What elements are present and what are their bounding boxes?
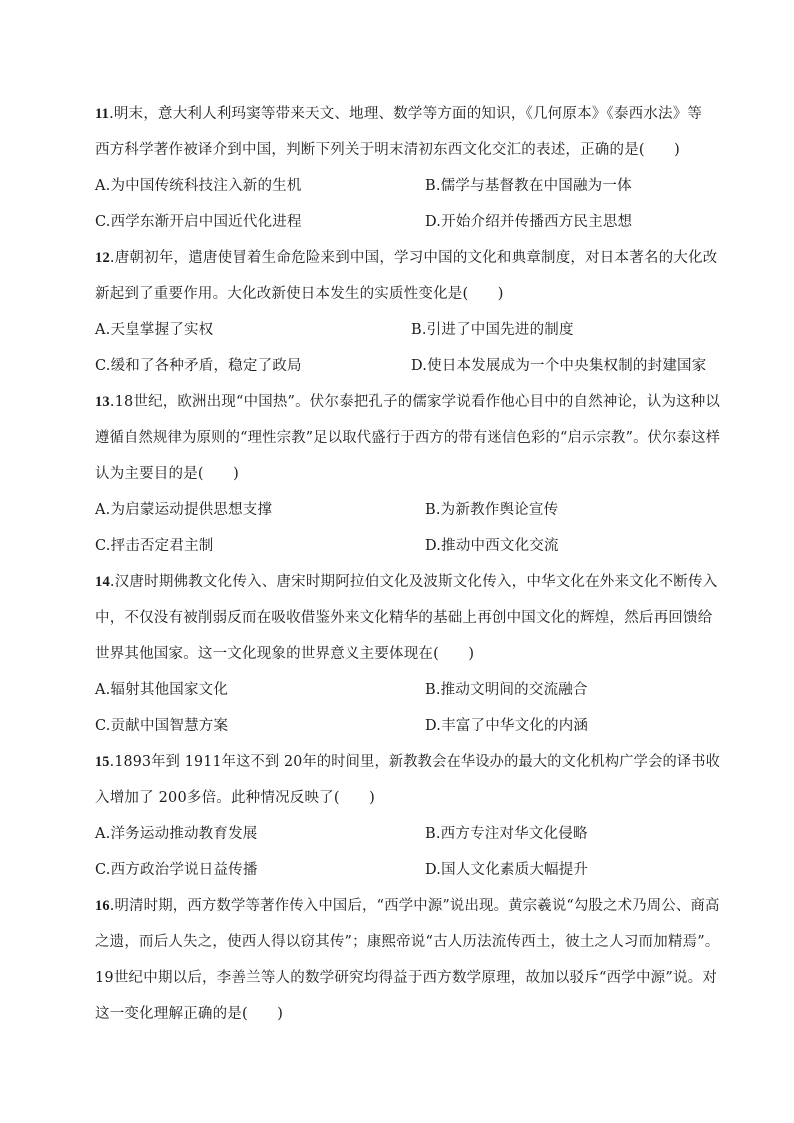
question-11-option-a[interactable]: A.为中国传统科技注入新的生机: [95, 178, 302, 194]
question-16-stem-line-4: 这一变化理解正确的是( ): [95, 1006, 284, 1022]
question-14-stem-line-3: 世界其他国家。这一文化现象的世界意义主要体现在( ): [95, 646, 475, 662]
question-14-number: 14: [95, 574, 110, 590]
question-15-option-a[interactable]: A.洋务运动推动教育发展: [95, 826, 258, 842]
question-13-number: 13: [95, 394, 110, 410]
question-11-option-d[interactable]: D.开始介绍并传播西方民主思想: [425, 214, 633, 230]
question-13-stem-line-2: 遵循自然规律为原则的“理性宗教”足以取代盛行于西方的带有迷信色彩的“启示宗教”。伏尔泰这样: [95, 430, 721, 446]
question-13-option-a[interactable]: A.为启蒙运动提供思想支撑: [95, 502, 273, 518]
question-15-option-d[interactable]: D.国人文化素质大幅提升: [425, 862, 589, 878]
question-16-stem-line-1: 16.明清时期，西方数学等著作传入中国后，“西学中源”说出现。黄宗羲说“勾股之术乃周公、商高: [95, 898, 720, 914]
question-11-stem-line-1: 11.明末，意大利人利玛窦等带来天文、地理、数学等方面的知识，《几何原本》《泰西水法》等: [95, 106, 703, 122]
question-11-option-c[interactable]: C.西学东渐开启中国近代化进程: [95, 214, 302, 230]
question-12-option-d[interactable]: D.使日本发展成为一个中央集权制的封建国家: [411, 358, 707, 374]
question-14-stem-line-2: 中，不仅没有被削弱反而在吸收借鉴外来文化精华的基础上再创中国文化的辉煌，然后再回馈给: [95, 610, 713, 626]
question-16-stem-line-2: 之遗，而后人失之，使西人得以窃其传”；康熙帝说“古人历法流传西土，彼土之人习而加精焉”。: [95, 934, 720, 950]
question-12-stem-line-1: 12.唐朝初年，遣唐使冒着生命危险来到中国，学习中国的文化和典章制度，对日本著名的大化改: [95, 250, 718, 266]
question-13-option-d[interactable]: D.推动中西文化交流: [425, 538, 559, 554]
question-13-stem-line-3: 认为主要目的是( ): [95, 466, 240, 482]
question-12-stem-line-2: 新起到了重要作用。大化改新使日本发生的实质性变化是( ): [95, 286, 504, 302]
question-11-number: 11: [95, 106, 110, 122]
question-13-option-c[interactable]: C.抨击否定君主制: [95, 538, 214, 554]
question-14-option-a[interactable]: A.辐射其他国家文化: [95, 682, 229, 698]
question-15-stem-line-1: 15.1893年到 1911年这不到 20年的时间里，新教教会在华设办的最大的文化机构广学会的译书收: [95, 754, 721, 770]
question-12-number: 12: [95, 250, 110, 266]
question-11-option-b[interactable]: B.儒学与基督教在中国融为一体: [425, 178, 632, 194]
question-13-option-b[interactable]: B.为新教作舆论宣传: [425, 502, 559, 518]
question-15-option-b[interactable]: B.西方专注对华文化侵略: [425, 826, 588, 842]
question-15-option-c[interactable]: C.西方政治学说日益传播: [95, 862, 258, 878]
question-14-option-c[interactable]: C.贡献中国智慧方案: [95, 718, 229, 734]
question-14-option-b[interactable]: B.推动文明间的交流融合: [425, 682, 588, 698]
question-12-option-a[interactable]: A.天皇掌握了实权: [95, 322, 214, 338]
question-15-stem-line-2: 入增加了 200多倍。此种情况反映了( ): [95, 790, 375, 806]
question-11-stem-line-2: 西方科学著作被译介到中国，判断下列关于明末清初东西文化交汇的表述，正确的是( ): [95, 142, 681, 158]
question-12-option-c[interactable]: C.缓和了各种矛盾，稳定了政局: [95, 358, 302, 374]
question-15-number: 15: [95, 754, 110, 770]
question-14-stem-line-1: 14.汉唐时期佛教文化传入、唐宋时期阿拉伯文化及波斯文化传入，中华文化在外来文化不断传入: [95, 574, 718, 590]
question-14-option-d[interactable]: D.丰富了中华文化的内涵: [425, 718, 589, 734]
question-16-stem-line-3: 19世纪中期以后，李善兰等人的数学研究均得益于西方数学原理，故加以驳斥“西学中源”说。对: [95, 970, 718, 986]
question-16-number: 16: [95, 898, 110, 914]
question-12-option-b[interactable]: B.引进了中国先进的制度: [411, 322, 574, 338]
question-13-stem-line-1: 13.18世纪，欧洲出现“中国热”。伏尔泰把孔子的儒家学说看作他心目中的自然神论，认为这种以: [95, 394, 721, 410]
